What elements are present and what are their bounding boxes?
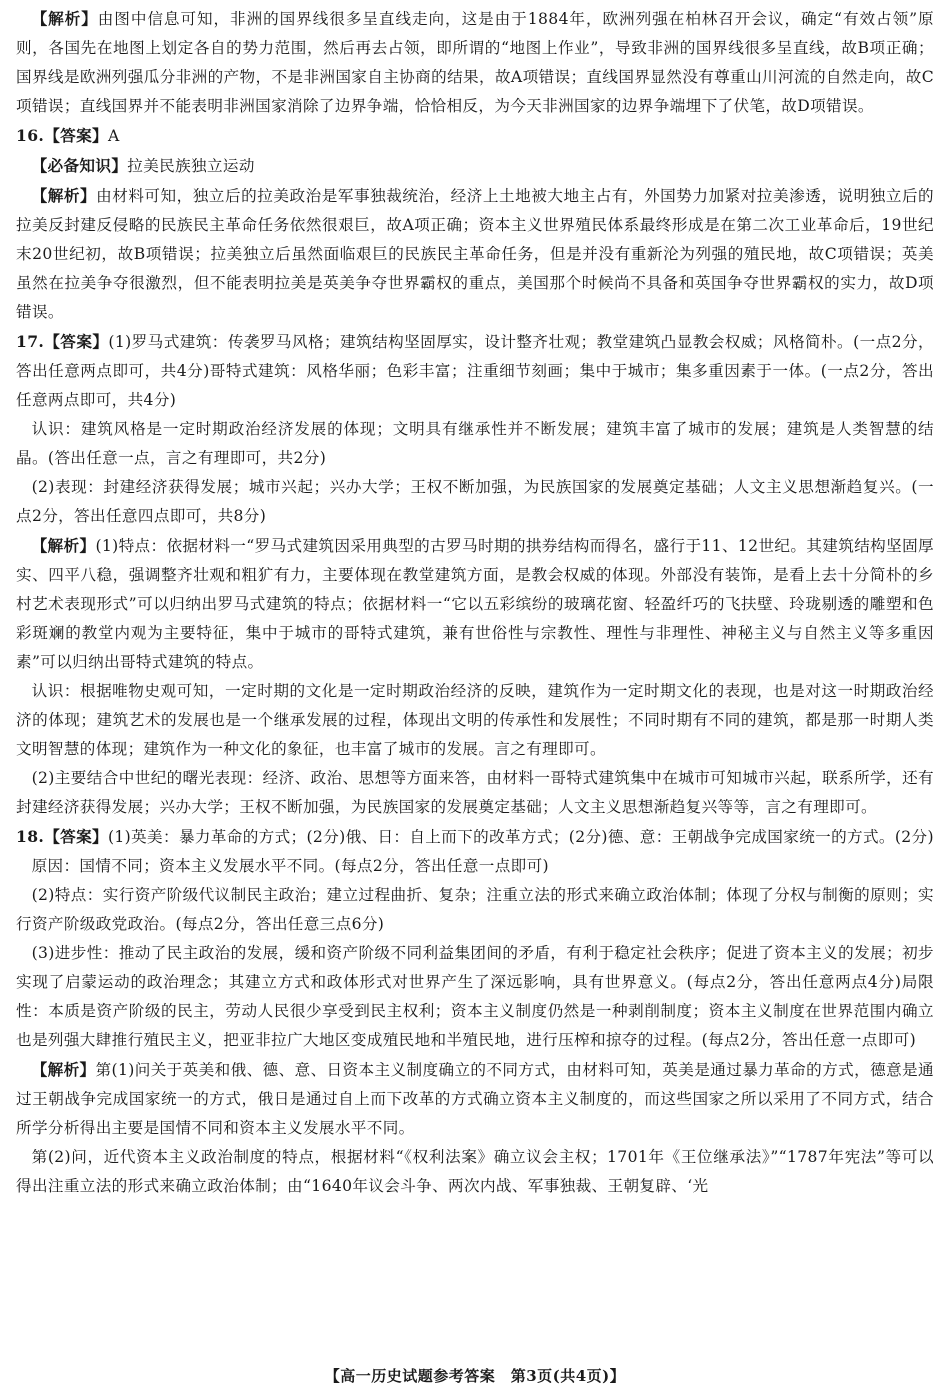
- q16-analysis: [16, 181, 934, 327]
- q18-analysis-2: 第(2)问，近代资本主义政治制度的特点，根据材料“《权利法案》确立议会主权；1701年《王位继承法》”“1787年宪法”等可以得出注重立法的形式来确立政治体制；由“1640年议会斗争、两次内战、军事独裁、王朝复辟、‘光: [16, 1148, 934, 1195]
- q16-answer-text: A: [107, 127, 120, 145]
- q18-answer-2: 原因：国情不同；资本主义发展水平不同。(每点2分，答出任意一点即可): [31, 857, 549, 875]
- q16-answer: [16, 121, 934, 151]
- q18-answer-label: 【答案】: [44, 827, 108, 846]
- q18-answer-3: (2)特点：实行资产阶级代议制民主政治；建立过程曲折、复杂；注重立法的形式来确立政治体制；体现了分权与制衡的原则；实行资产阶级政党政治。(每点2分，答出任意三点6分): [16, 886, 934, 933]
- q17-number: 17.: [16, 332, 45, 351]
- q18-analysis-1: [16, 1055, 934, 1143]
- q18-number: 18.: [16, 827, 45, 846]
- q16-analysis-label: 【解析】: [31, 186, 97, 205]
- q17-analysis-1: [16, 531, 934, 677]
- q17-analysis-1-text: (1)特点：依据材料一“罗马式建筑因采用典型的古罗马时期的拱券结构而得名，盛行于11、12世纪。其建筑结构坚固厚实、四平八稳，强调整齐壮观和粗犷有力，主要体现在教堂建筑方面，是教会权威的体现。外部没有装饰，是看上去十分简朴的乡村艺术表现形式”可以归纳出罗马式建筑的特点；依据材料一“它以五彩缤纷的玻璃花窗、轻盈纤巧的飞扶壁、玲珑剔透的雕塑和色彩斑斓的教堂内观为主要特征，集中于城市的哥特式建筑，兼有世俗性与宗教性、理性与非理性、神秘主义与自然主义等多重因素”可以归纳出哥特式建筑的特点。: [16, 537, 934, 671]
- q17-analysis-label: 【解析】: [31, 536, 96, 555]
- q18-analysis-label: 【解析】: [31, 1060, 96, 1079]
- q16-knowledge-text: 拉美民族独立运动: [127, 157, 255, 175]
- q17-answer-3: (2)表现：封建经济获得发展；城市兴起；兴办大学；王权不断加强，为民族国家的发展奠定基础；人文主义思想渐趋复兴。(一点2分，答出任意四点即可，共8分): [16, 478, 934, 525]
- q17-answer-1-text: (1)罗马式建筑：传袭罗马风格；建筑结构坚固厚实，设计整齐壮观；教堂建筑凸显教会权威；风格简朴。(一点2分，答出任意两点即可，共4分)哥特式建筑：风格华丽；色彩丰富；注重细节刻画；集中于城市；集多重因素于一体。(一点2分，答出任意两点即可，共4分): [16, 333, 934, 409]
- q15-analysis-text: 由图中信息可知，非洲的国界线很多呈直线走向，这是由于1884年，欧洲列强在柏林召开会议，确定“有效占领”原则，各国先在地图上划定各自的势力范围，然后再去占领，即所谓的“地图上作业”，导致非洲的国界线很多呈直线，故B项正确；国界线是欧洲列强瓜分非洲的产物，不是非洲国家自主协商的结果，故A项错误；直线国界显然没有尊重山川河流的自然走向，故C项错误；直线国界并不能表明非洲国家消除了边界争端，恰恰相反，为今天非洲国家的边界争端埋下了伏笔，故D项错误。: [16, 10, 934, 115]
- page-footer: 【高一历史试题参考答案 第3页(共4页)】: [324, 1367, 626, 1385]
- q16-knowledge: [16, 151, 934, 181]
- q16-analysis-text: 由材料可知，独立后的拉美政治是军事独裁统治，经济上土地被大地主占有，外国势力加紧对拉美渗透，说明独立后的拉美反封建反侵略的民族民主革命任务依然很艰巨，故A项正确；资本主义世界殖民体系最终形成是在第二次工业革命后，19世纪末20世纪初，故B项错误；拉美独立后虽然面临艰巨的民族民主革命任务，但是并没有重新沦为列强的殖民地，故C项错误；英美虽然在拉美争夺很激烈，但不能表明拉美是英美争夺世界霸权的重点，美国那个时候尚不具备和英国争夺世界霸权的实力，故D项错误。: [16, 187, 935, 321]
- q17-answer-2: 认识：建筑风格是一定时期政治经济发展的体现；文明具有继承性并不断发展；建筑丰富了城市的发展；建筑是人类智慧的结晶。(答出任意一点，言之有理即可，共2分): [16, 420, 934, 467]
- q16-knowledge-label: 【必备知识】: [31, 156, 128, 175]
- q17-answer-1: [16, 327, 934, 415]
- q15-analysis-label: 【解析】: [31, 9, 98, 28]
- q16-number: 16.: [16, 126, 45, 145]
- q18-answer-4: (3)进步性：推动了民主政治的发展，缓和资产阶级不同利益集团间的矛盾，有利于稳定社会秩序；促进了资本主义的发展；初步实现了启蒙运动的政治理念；其建立方式和政体形式对世界产生了深远影响，具有世界意义。(每点2分，答出任意两点4分)局限性：本质是资产阶级的民主，劳动人民很少享受到民主权利；资本主义制度仍然是一种剥削制度；资本主义制度在世界范围内确立也是列强大肆推行殖民主义，把亚非拉广大地区变成殖民地和半殖民地，进行压榨和掠夺的过程。(每点2分，答出任意一点即可): [16, 944, 934, 1049]
- q16-answer-label: 【答案】: [44, 126, 108, 145]
- q17-answer-label: 【答案】: [44, 332, 109, 351]
- q18-answer-1-text: (1)英美：暴力革命的方式；(2分)俄、日：自上而下的改革方式；(2分)德、意：王朝战争完成国家统一的方式。(2分): [107, 828, 934, 846]
- q18-answer-1: [16, 822, 934, 852]
- q17-analysis-3: (2)主要结合中世纪的曙光表现：经济、政治、思想等方面来答，由材料一哥特式建筑集中在城市可知城市兴起，联系所学，还有封建经济获得发展；兴办大学；王权不断加强，为民族国家的发展奠定基础；人文主义思想渐趋复兴等等，言之有理即可。: [16, 769, 934, 816]
- q15-analysis: [16, 4, 934, 121]
- q17-analysis-2: 认识：根据唯物史观可知，一定时期的文化是一定时期政治经济的反映，建筑作为一定时期文化的表现，也是对这一时期政治经济的体现；建筑艺术的发展也是一个继承发展的过程，体现出文明的传承性和发展性；不同时期有不同的建筑，都是那一时期人类文明智慧的体现；建筑作为一种文化的象征，也丰富了城市的发展。言之有理即可。: [16, 682, 934, 758]
- q18-analysis-1-text: 第(1)问关于英美和俄、德、意、日资本主义制度确立的不同方式，由材料可知，英美是通过暴力革命的方式，德意是通过王朝战争完成国家统一的方式，俄日是通过自上而下改革的方式确立资本主义制度的，而这些国家之所以采用了不同方式，结合所学分析得出主要是国情不同和资本主义发展水平不同。: [16, 1061, 934, 1137]
